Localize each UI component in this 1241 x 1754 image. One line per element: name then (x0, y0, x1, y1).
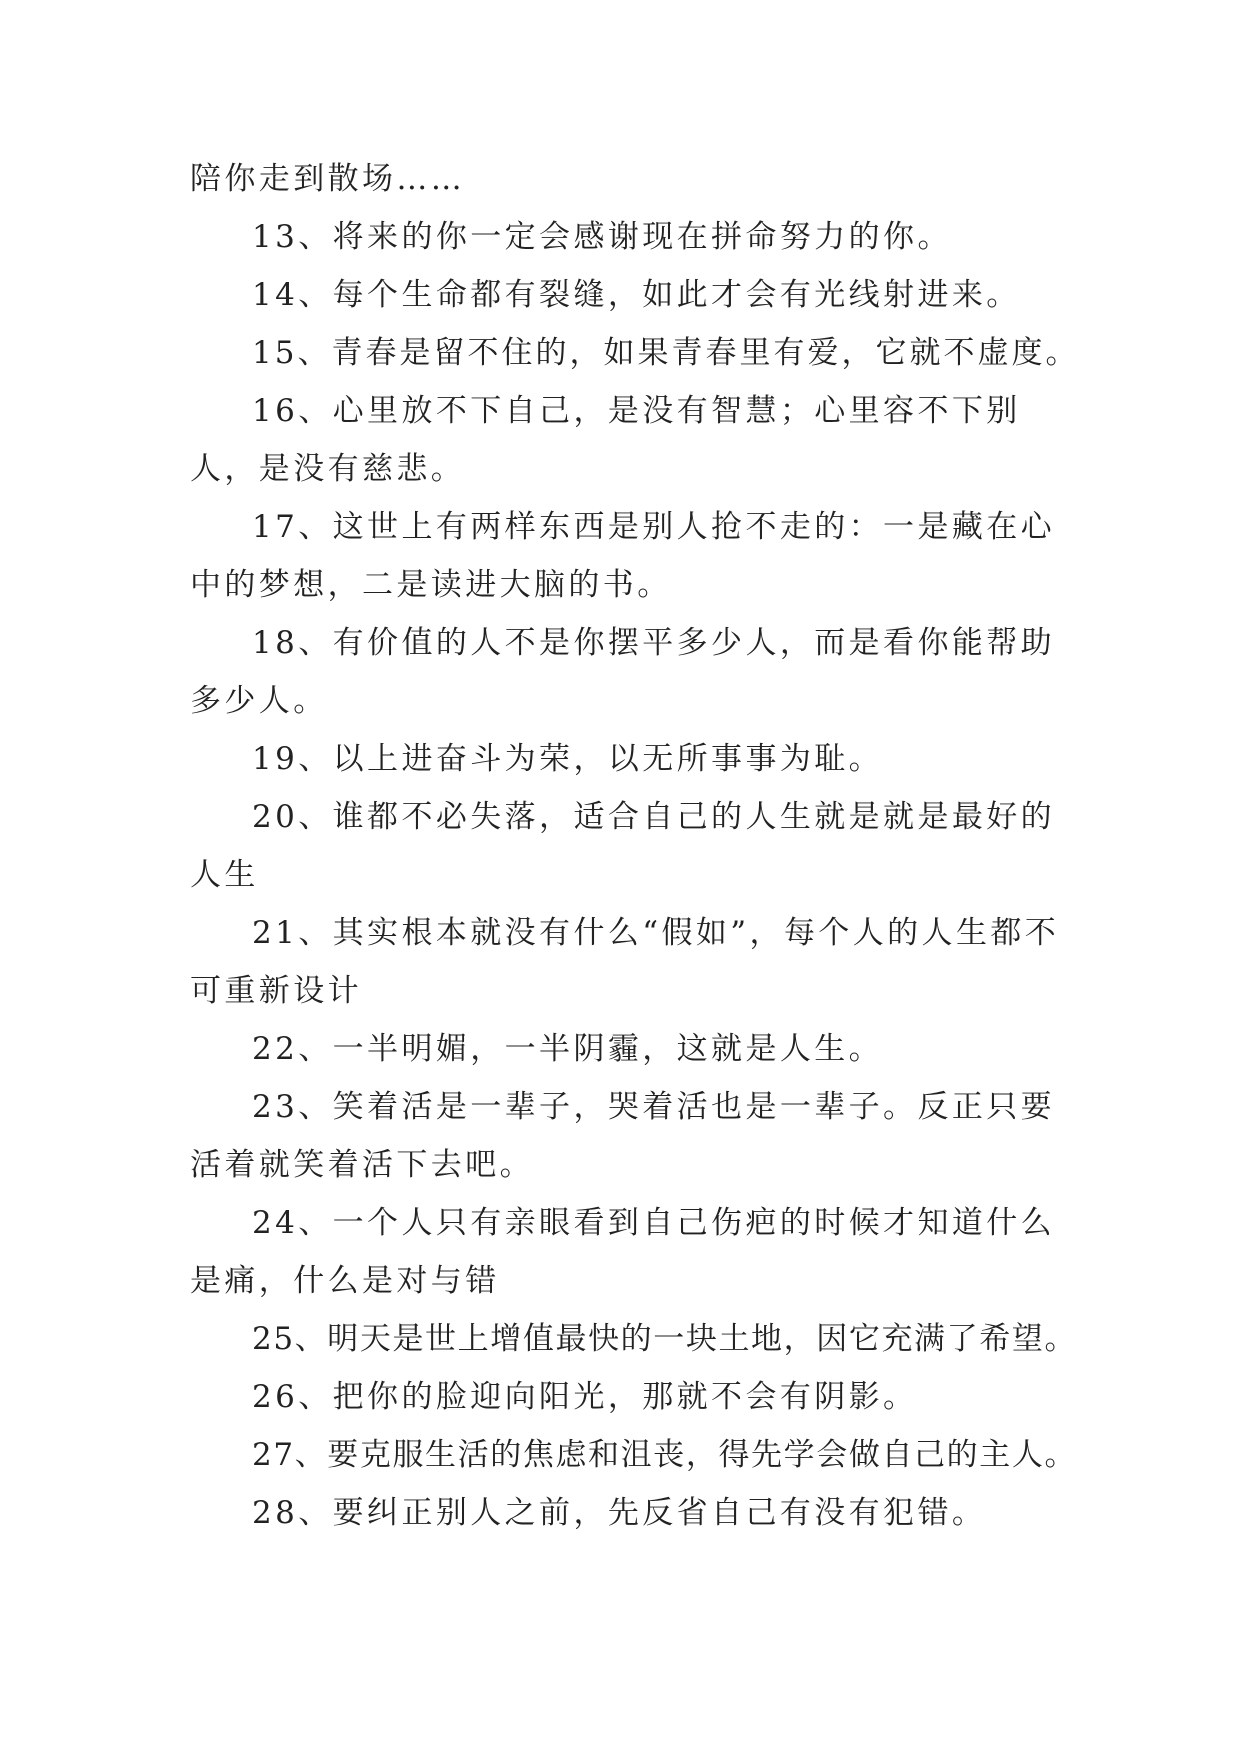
quote-20: 20、谁都不必失落，适合自己的人生就是就是最好的人生 (190, 799, 1056, 893)
quote-13: 13、将来的你一定会感谢现在拼命努力的你。 (252, 219, 952, 255)
quote-15: 15、青春是留不住的，如果青春里有爱，它就不虚度。 (252, 335, 1080, 371)
quote-26: 26、把你的脸迎向阳光，那就不会有阴影。 (252, 1379, 918, 1415)
quote-25: 25、明天是世上增值最快的一块土地，因它充满了希望。 (252, 1321, 1078, 1357)
quote-22: 22、一半明媚，一半阴霾，这就是人生。 (252, 1031, 884, 1067)
quote-19: 19、以上进奋斗为荣，以无所事事为耻。 (252, 741, 884, 777)
quote-23: 23、笑着活是一辈子，哭着活也是一辈子。反正只要活着就笑着活下去吧。 (190, 1089, 1056, 1183)
quote-27: 27、要克服生活的焦虑和沮丧，得先学会做自己的主人。 (252, 1437, 1078, 1473)
quote-16: 16、心里放不下自己，是没有智慧；心里容不下别人，是没有慈悲。 (190, 393, 1021, 487)
quote-21: 21、其实根本就没有什么“假如”，每个人的人生都不可重新设计 (190, 915, 1060, 1009)
paragraph-continuation: 陪你走到散场…… (190, 161, 466, 197)
quote-17: 17、这世上有两样东西是别人抢不走的：一是藏在心中的梦想，二是读进大脑的书。 (190, 509, 1056, 603)
quote-28: 28、要纠正别人之前，先反省自己有没有犯错。 (252, 1495, 987, 1531)
document-page (190, 150, 1080, 1542)
quote-18: 18、有价值的人不是你摆平多少人，而是看你能帮助多少人。 (190, 625, 1056, 719)
quote-14: 14、每个生命都有裂缝，如此才会有光线射进来。 (252, 277, 1021, 313)
quote-24: 24、一个人只有亲眼看到自己伤疤的时候才知道什么是痛，什么是对与错 (190, 1205, 1056, 1299)
